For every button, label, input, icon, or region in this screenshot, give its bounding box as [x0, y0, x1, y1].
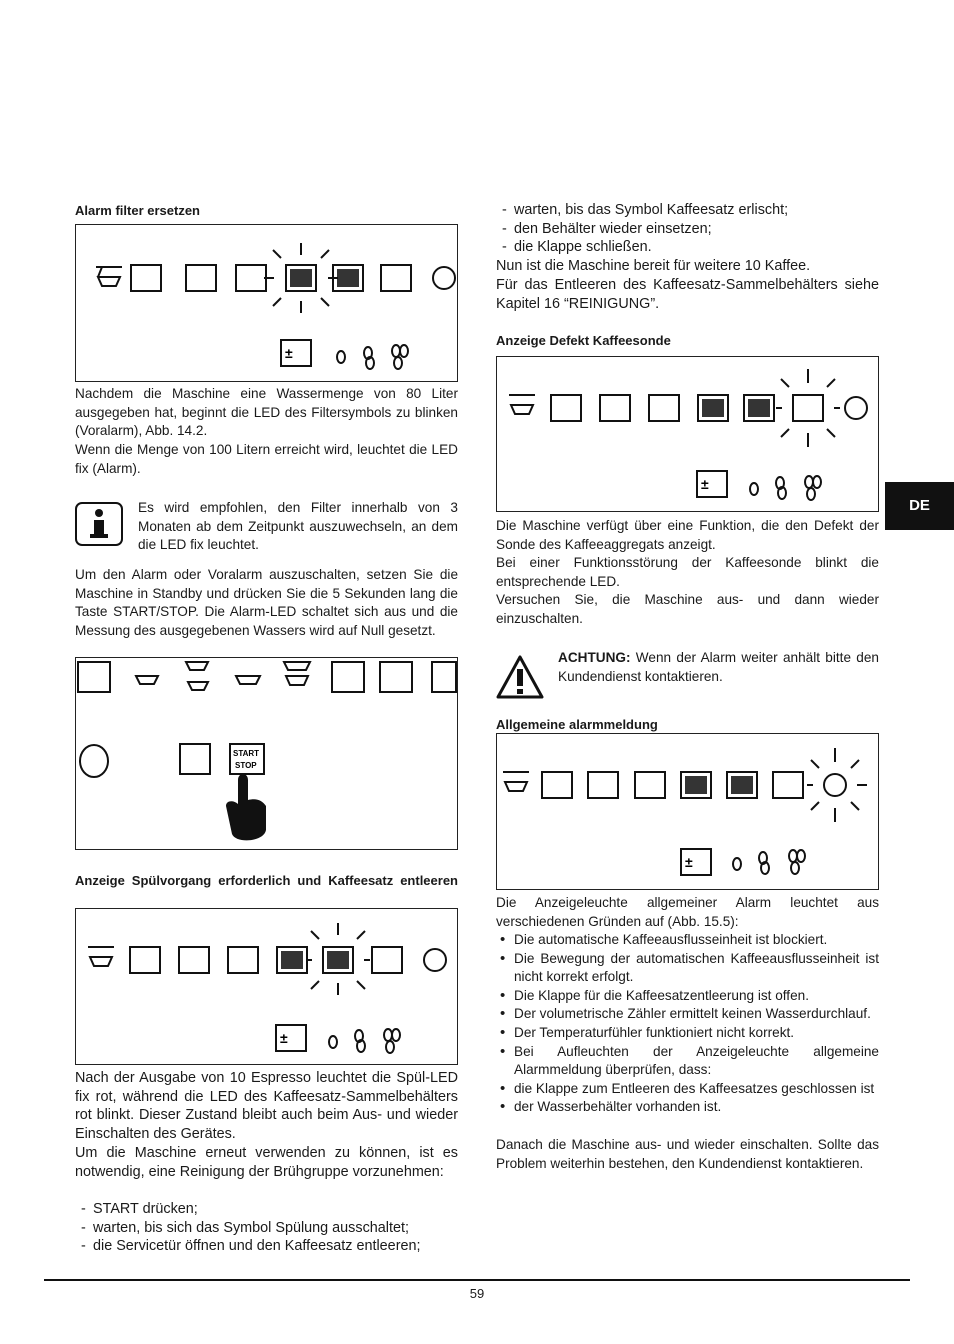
plus-minus-label: ±	[701, 476, 709, 492]
heading-general-alarm: Allgemeine alarmmeldung	[496, 717, 658, 732]
paragraph-filter-2: Wenn die Menge von 100 Litern erreicht wird, leuchtet die LED fix (Alarm).	[75, 442, 458, 476]
coffee-icon	[551, 395, 581, 421]
alarm-led-icon	[845, 397, 867, 419]
steam-icon	[236, 265, 266, 291]
power-icon	[80, 745, 108, 777]
cup-icon	[96, 267, 122, 286]
clean-icon	[78, 662, 110, 692]
info-icon	[75, 502, 123, 546]
footer-rule	[44, 1279, 910, 1281]
panel-probe-drawing	[497, 357, 880, 513]
cup-stack-icon	[284, 662, 310, 685]
control-panel-filter	[75, 224, 458, 382]
plus-minus-label: ±	[285, 345, 293, 361]
hot-water-icon	[179, 947, 209, 973]
paragraph-probe-1: Die Maschine verfügt über eine Funktion, die den Defekt der Sonde des Kaffeeaggregats anzeigt.	[496, 518, 879, 552]
stop-label: STOP	[235, 761, 257, 770]
info-note: Es wird empfohlen, den Filter innerhalb von 3 Monaten ab dem Zeitpunkt auszuwechseln, an dem die LED fix leuchtet.	[138, 500, 458, 553]
general-alarm-list	[496, 931, 879, 1117]
paragraph-grounds-1: Nach der Ausgabe von 10 Espresso leuchtet die Spül-LED fix rot, während die LED des Kaffeesatz-Sammelbehälters rot blinkt. Dieser Zustand bleibt auch beim Aus- und wieder Einschalten des Gerätes.	[75, 1070, 458, 1142]
list-item: - warten, bis das Symbol Kaffeesatz erlischt;	[496, 201, 879, 220]
coffee-icon	[131, 265, 161, 291]
small-cup-icon	[136, 676, 158, 684]
double-cup-icon	[186, 662, 208, 690]
list-item: • Der Temperaturfühler funktioniert nicht korrekt.	[496, 1024, 879, 1043]
plus-minus-label: ±	[685, 854, 693, 870]
coffee-icon	[542, 772, 572, 798]
steam-icon	[432, 662, 456, 692]
language-tab: DE	[885, 482, 954, 530]
steps-list-left	[75, 1200, 458, 1256]
list-item: • Bei Aufleuchten der Anzeigeleuchte allgemeine Alarmmeldung überprüfen, dass:	[496, 1043, 879, 1080]
descale-icon	[773, 772, 803, 798]
panel-filter-drawing	[76, 225, 459, 383]
paragraph-probe-3: Versuchen Sie, die Maschine aus- und dann wieder einzuschalten.	[496, 592, 879, 626]
cup-icon	[88, 947, 114, 966]
hot-water-icon	[588, 772, 618, 798]
list-item: - START drücken;	[75, 1200, 458, 1219]
panel-start-drawing	[76, 658, 459, 851]
list-item: • der Wasserbehälter vorhanden ist.	[496, 1098, 879, 1117]
paragraph-filter-1: Nachdem die Maschine eine Wassermenge von 80 Liter ausgegeben hat, beginnt die LED des Filtersymbols zu blinken (Voralarm), Abb. 14.2.	[75, 386, 458, 439]
blink-rays-icon	[776, 369, 840, 447]
control-panel-start	[75, 657, 458, 850]
hot-water-icon	[600, 395, 630, 421]
heading-probe-defect: Anzeige Defekt Kaffeesonde	[496, 333, 671, 348]
bean-icon	[337, 351, 345, 363]
warning-label: ACHTUNG:	[558, 650, 631, 665]
panel-general-drawing	[497, 734, 880, 891]
start-label: START	[233, 749, 260, 758]
blink-rays-icon	[807, 748, 867, 822]
paragraph-cleaning-ref: Für das Entleeren des Kaffeesatz-Sammelbehälters siehe Kapitel 16 “REINIGUNG”.	[496, 277, 879, 312]
descale-icon	[381, 265, 411, 291]
panel-grounds-drawing	[76, 909, 459, 1066]
paragraph-filter-3: Um den Alarm oder Voralarm auszuschalten, setzen Sie die Maschine in Standby und drücken Sie die 5 Sekunden lang die Taste START/STOP. Die Alarm-LED schaltet sich aus und die Messung des ausgegebenen Wassers wird auf Null gesetzt.	[75, 567, 458, 638]
steam-icon	[649, 395, 679, 421]
control-panel-general	[496, 733, 879, 890]
list-item: • Die Bewegung der automatischen Kaffeeausflusseinheit ist nicht korrekt erfolgt.	[496, 950, 879, 987]
paragraph-general-intro: Die Anzeigeleuchte allgemeiner Alarm leuchtet aus verschiedenen Gründen auf (Abb. 15.5):	[496, 895, 879, 929]
coffee-icon	[332, 662, 364, 692]
list-item: - die Servicetür öffnen und den Kaffeesatz entleeren;	[75, 1237, 458, 1256]
list-item: • die Klappe zum Entleeren des Kaffeesatzes geschlossen ist	[496, 1080, 879, 1099]
hot-water-icon	[186, 265, 216, 291]
cup-icon	[503, 772, 529, 791]
heading-rinse-grounds: Anzeige Spülvorgang erforderlich und Kaffeesatz entleeren	[75, 873, 458, 888]
hot-water-icon	[380, 662, 412, 692]
paragraph-probe-2: Bei einer Funktionsstörung der Kaffeesonde blinkt die entsprechende LED.	[496, 555, 879, 589]
plus-minus-label: ±	[280, 1030, 288, 1046]
steam-icon	[635, 772, 665, 798]
warning-note	[558, 649, 879, 686]
paragraph-grounds-2: Um die Maschine erneut verwenden zu können, ist es notwendig, eine Reinigung der Brühgruppe vorzunehmen:	[75, 1145, 458, 1180]
rinse-button-icon	[180, 744, 210, 774]
steam-icon	[228, 947, 258, 973]
cup-icon	[509, 395, 535, 414]
list-item: • Die automatische Kaffeeausflusseinheit ist blockiert.	[496, 931, 879, 950]
warning-icon	[496, 654, 544, 700]
paragraph-ready: Nun ist die Maschine bereit für weitere 10 Kaffee.	[496, 258, 811, 274]
descale-icon	[372, 947, 402, 973]
paragraph-general-final: Danach die Maschine aus- und wieder einschalten. Sollte das Problem weiterhin bestehen, den Kundendienst kontaktieren.	[496, 1137, 879, 1171]
control-panel-probe	[496, 356, 879, 512]
alarm-led-icon	[824, 774, 846, 796]
list-item: - die Klappe schließen.	[496, 238, 879, 257]
steps-list-right	[496, 201, 879, 257]
alarm-led-icon	[433, 267, 455, 289]
list-item: - den Behälter wieder einsetzen;	[496, 220, 879, 239]
list-item: - warten, bis sich das Symbol Spülung ausschaltet;	[75, 1219, 458, 1238]
coffee-icon	[130, 947, 160, 973]
alarm-led-icon	[424, 949, 446, 971]
large-cup-icon	[236, 676, 260, 684]
list-item: • Die Klappe für die Kaffeesatzentleerung ist offen.	[496, 987, 879, 1006]
page-number: 59	[469, 1286, 485, 1301]
list-item: • Der volumetrische Zähler ermittelt keinen Wasserdurchlauf.	[496, 1005, 879, 1024]
warning-text: Wenn der Alarm weiter anhält bitte den Kundendienst kontaktieren.	[558, 650, 879, 684]
control-panel-grounds	[75, 908, 458, 1065]
pressing-finger-icon	[226, 774, 266, 840]
heading-filter-alarm: Alarm filter ersetzen	[75, 203, 200, 218]
descale-icon	[793, 395, 823, 421]
